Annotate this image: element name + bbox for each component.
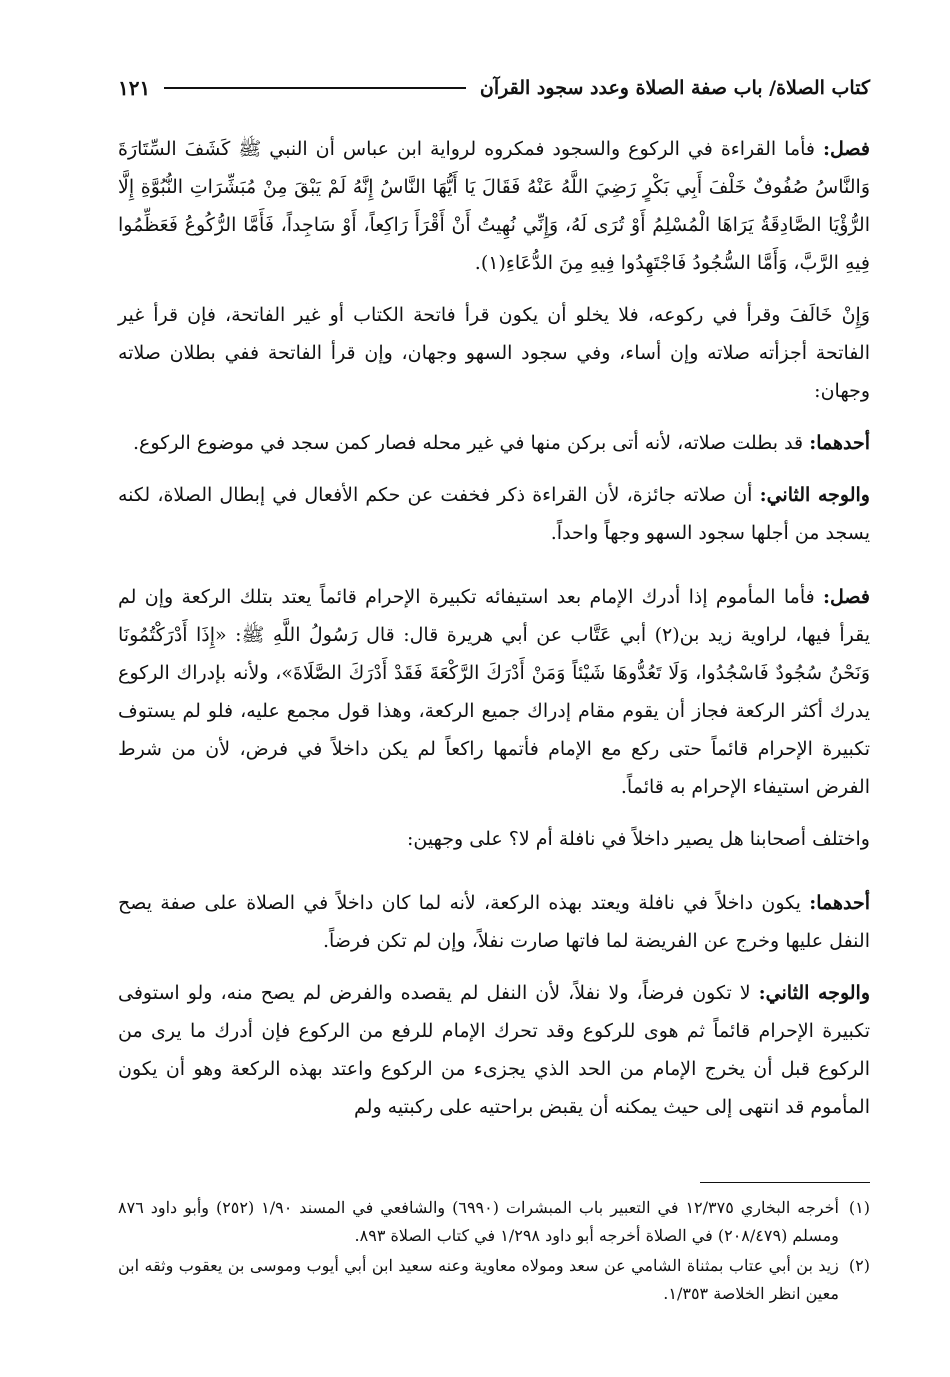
footnote-marker: (١): [848, 1198, 870, 1217]
paragraph-lead: والوجه الثاني:: [758, 982, 870, 1004]
paragraph-lead: والوجه الثاني:: [759, 484, 870, 506]
paragraph-lead: فصل:: [823, 586, 870, 608]
running-header: [118, 68, 870, 108]
footnote-text: أخرجه البخاري ١٢/٣٧٥ في التعبير باب المبشرات (٦٩٩٠) والشافعي في المسند ١/٩٠ (٢٥٢) وأبو داود ٨٧٦ ومسلم (٢٠٨/٤٧٩) في الصلاة أخرجه أبو داود ١/٢٩٨ في كتاب الصلاة ٨٩٣.: [118, 1198, 839, 1245]
paragraph: [118, 130, 870, 282]
paragraph: [118, 820, 870, 858]
paragraph: [118, 578, 870, 806]
paragraph: [118, 296, 870, 410]
footnote-marker: (٢): [848, 1256, 870, 1275]
paragraph-text: أن صلاته جائزة، لأن القراءة ذكر فخفت عن حكم الأفعال في إبطال الصلاة، لكنه يسجد من أجلها سجود السهو وجهاً واحداً.: [118, 484, 870, 544]
paragraph-text: يكون داخلاً في نافلة ويعتد بهذه الركعة، لأنه لما كان داخلاً في الصلاة على صفة يصح النفل عليها وخرج عن الفريضة لما فاتها صارت نفلاً، وإن لم تكن فرضاً.: [118, 892, 870, 952]
footnote-text: زيد بن أبي عتاب بمثناة الشامي عن سعد ومولاه معاوية وعنه سعيد ابن أبي أيوب وموسى بن يعقوب وثقه ابن معين انظر الخلاصة ١/٣٥٣.: [118, 1256, 839, 1303]
paragraph-text: لا تكون فرضاً، ولا نفلاً، لأن النفل لم يقصده والفرض لم يصح منه، ولو استوفى تكبيرة الإحرام قائماً ثم هوى للركوع وقد تحرك الإمام للرفع من الركوع فإن أدرك ما يرى من الركوع قبل أن يخرج الإمام من الحد الذي يجزىء من الركوع واعتد بهذه الركعة وهو أن يكون المأموم قد انتهى إلى حيث يمكنه أن يقبض براحتيه على ركبتيه ولم: [118, 982, 870, 1118]
paragraph: [118, 424, 870, 462]
paragraph-text: واختلف أصحابنا هل يصير داخلاً في نافلة أم لا؟ على وجهين:: [406, 828, 870, 850]
paragraph-lead: فصل:: [823, 138, 870, 160]
paragraph: [118, 884, 870, 960]
page-number: ١٢١: [118, 76, 151, 100]
header-title: كتاب الصلاة/ باب صفة الصلاة وعدد سجود القرآن: [479, 77, 870, 99]
paragraph-text: فأما القراءة في الركوع والسجود فمكروه لرواية ابن عباس أن النبي ﷺ كَشَفَ السِّتَارَةَ وَالنَّاسُ صُفُوفٌ خَلْفَ أَبِي بَكْرٍ رَضِيَ اللَّهُ عَنْهُ فَقَالَ يَا أَيُّهَا النَّاسُ إِنَّهُ لَمْ يَبْقَ مِنْ مُبَشِّرَاتِ النُّبُوَّةِ إِلَّا الرُّؤْيَا الصَّادِقَةُ يَرَاهَا الْمُسْلِمُ أَوْ تُرَى لَهُ، وَإِنِّي نُهِيتُ أَنْ أَقْرَأَ رَاكِعاً، أَوْ سَاجِداً، فَأَمَّا الرُّكُوعُ فَعَظِّمُوا فِيهِ الرَّبَّ، وَأَمَّا السُّجُودُ فَاجْتَهِدُوا فِيهِ مِنَ الدُّعَاءِ(١).: [118, 138, 870, 274]
footnote: [118, 1252, 870, 1308]
header-rule: [164, 87, 466, 89]
paragraph-lead: أحدهما:: [809, 892, 870, 914]
paragraph-text: وَإِنْ خَالَفَ وقرأ في ركوعه، فلا يخلو أن يكون قرأ فاتحة الكتاب أو غير الفاتحة، فإن قرأ غير الفاتحة أجزأته صلاته وإن أساء، وفي سجود السهو وجهان، وإن قرأ الفاتحة ففي بطلان صلاته وجهان:: [118, 304, 870, 402]
paragraph-lead: أحدهما:: [809, 432, 870, 454]
page-body: [118, 130, 870, 1126]
footnote-separator: [700, 1182, 870, 1183]
paragraph-text: قد بطلت صلاته، لأنه أتى بركن منها في غير محله فصار كمن سجد في موضوع الركوع.: [132, 432, 804, 454]
footnotes: [118, 1194, 870, 1310]
paragraph-text: فأما المأموم إذا أدرك الإمام بعد استيفائه تكبيرة الإحرام قائماً يعتد بتلك الركعة وإن لم يقرأ فيها، لراوية زيد بن(٢) أبي عَتَّاب عن أبي هريرة قال: قال رَسُولُ اللَّهِ ﷺ: «إِذَا أَدْرَكْتُمُونَا وَنَحْنُ سُجُودٌ فَاسْجُدُوا، وَلَا تَعُدُّوهَا شَيْئاً وَمَنْ أَدْرَكَ الرَّكْعَةَ فَقَدْ أَدْرَكَ الصَّلَاةَ»، ولأنه بإدراك الركوع يدرك أكثر الركعة فجاز أن يقوم مقام إدراك جميع الركعة، وهذا قول مجمع عليه، فلو لم يستوف تكبيرة الإحرام قائماً حتى ركع مع الإمام فأتمها راكعاً لم يكن داخلاً في فرض، لأن من شرط الفرض استيفاء الإحرام به قائماً.: [118, 586, 870, 798]
paragraph: [118, 476, 870, 552]
paragraph: [118, 974, 870, 1126]
footnote: [118, 1194, 870, 1250]
